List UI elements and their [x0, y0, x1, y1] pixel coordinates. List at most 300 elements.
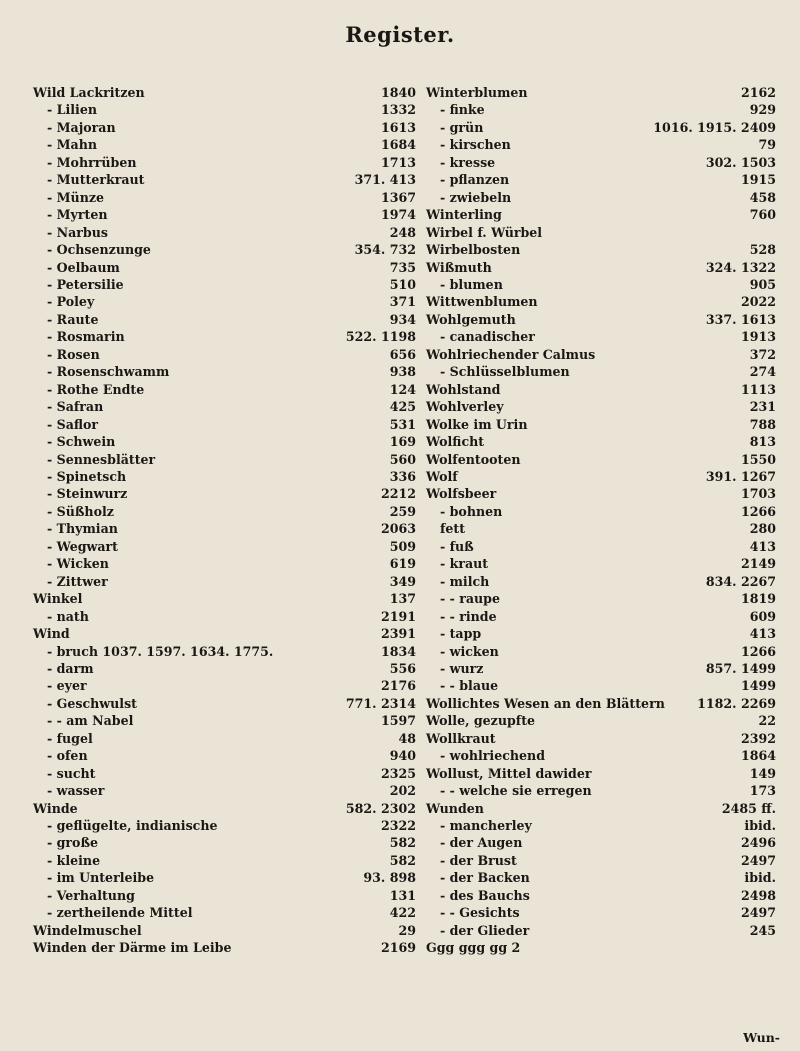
index-entry	[33, 520, 416, 537]
entry-page-refs: 1713	[380, 154, 416, 170]
index-entry	[426, 136, 776, 153]
entry-term: - mancherley	[440, 818, 532, 834]
entry-term: Wißmuth	[426, 259, 492, 275]
entry-page-refs: 231	[749, 399, 776, 415]
entry-term: Wohlstand	[426, 381, 501, 397]
entry-term: - Rosen	[47, 346, 100, 362]
entry-term: - Lilien	[47, 102, 97, 118]
entry-page-refs: 656	[389, 346, 416, 362]
entry-page-refs: 1182. 2269	[697, 695, 776, 711]
entry-term: - Narbus	[47, 224, 108, 240]
entry-page-refs: 391. 1267	[705, 468, 776, 484]
index-entry	[33, 101, 416, 118]
entry-page-refs: 173	[749, 783, 776, 799]
entry-page-refs: 259	[389, 503, 416, 519]
entry-page-refs: 929	[749, 102, 776, 118]
entry-page-refs: 582	[389, 835, 416, 851]
index-entry	[33, 276, 416, 293]
entry-term: - Geschwulst	[47, 695, 137, 711]
entry-term: - fuß	[440, 538, 474, 554]
index-entry	[426, 189, 776, 206]
entry-term: - kraut	[440, 556, 489, 572]
entry-term: - - am Nabel	[47, 713, 134, 729]
entry-term: - Wegwart	[47, 538, 118, 554]
entry-page-refs: 1913	[740, 329, 776, 345]
index-entry	[426, 311, 776, 328]
index-entry	[426, 101, 776, 118]
entry-page-refs: 528	[749, 242, 776, 258]
index-entry	[33, 538, 416, 555]
entry-page-refs: 509	[389, 538, 416, 554]
entry-term: - bohnen	[440, 503, 503, 519]
index-entry	[426, 206, 776, 223]
entry-page-refs: 245	[749, 922, 776, 938]
entry-page-refs: 372	[749, 346, 776, 362]
index-entry	[33, 730, 416, 747]
entry-term: - Schwein	[47, 434, 116, 450]
index-entry	[33, 695, 416, 712]
entry-page-refs: 934	[389, 311, 416, 327]
entry-term: Winterblumen	[426, 85, 528, 100]
entry-term: - fugel	[47, 730, 93, 746]
entry-term: - Rosmarin	[47, 329, 125, 345]
entry-term: Wolfentooten	[426, 451, 521, 467]
entry-page-refs: 2391	[380, 626, 416, 642]
index-entry	[426, 398, 776, 415]
index-entry	[33, 660, 416, 677]
entry-page-refs: 510	[389, 276, 416, 292]
index-entry	[426, 416, 776, 433]
index-entry	[33, 939, 416, 956]
entry-term: - der Glieder	[440, 922, 530, 938]
index-entry	[33, 206, 416, 223]
entry-page-refs: 1613	[380, 119, 416, 135]
index-entry	[33, 590, 416, 607]
index-entry	[426, 939, 776, 956]
index-entry	[426, 643, 776, 660]
index-entry	[33, 468, 416, 485]
index-entry	[426, 241, 776, 258]
index-entry	[426, 765, 776, 782]
entry-term: Wild Lackritzen	[33, 85, 145, 100]
index-entry	[33, 834, 416, 851]
entry-term: - wicken	[440, 643, 499, 659]
entry-page-refs: 1550	[740, 451, 776, 467]
entry-term: - zwiebeln	[440, 189, 512, 205]
entry-term: - - Gesichts	[440, 905, 520, 921]
entry-page-refs: 2212	[380, 486, 416, 502]
entry-term: Wolf	[426, 468, 458, 484]
entry-page-refs: 2392	[740, 730, 776, 746]
index-entry	[426, 381, 776, 398]
left-column	[33, 84, 416, 957]
entry-term: - Thymian	[47, 521, 118, 537]
entry-page-refs: 425	[389, 399, 416, 415]
entry-page-refs: 2497	[740, 905, 776, 921]
entry-term: - tapp	[440, 626, 482, 642]
entry-term: Wollichtes Wesen an den Blättern	[426, 695, 665, 711]
entry-term: - Raute	[47, 311, 99, 327]
entry-term: - Zittwer	[47, 573, 108, 589]
entry-term: - sucht	[47, 765, 96, 781]
entry-page-refs: 834. 2267	[705, 573, 776, 589]
index-entry	[426, 922, 776, 939]
entry-page-refs: 422	[389, 905, 416, 921]
index-entry	[426, 869, 776, 886]
index-entry	[33, 311, 416, 328]
index-entry	[426, 276, 776, 293]
index-entry	[426, 538, 776, 555]
entry-term: - kresse	[440, 154, 496, 170]
entry-page-refs: 354. 732	[354, 242, 416, 258]
index-entry	[426, 119, 776, 136]
entry-term: Wollust, Mittel dawider	[426, 765, 592, 781]
entry-term: Wolficht	[426, 434, 485, 450]
entry-page-refs: 2485 ff.	[721, 800, 776, 816]
index-entry	[33, 119, 416, 136]
index-entry	[33, 625, 416, 642]
entry-page-refs: 531	[389, 416, 416, 432]
index-entry	[33, 346, 416, 363]
entry-term: - Spinetsch	[47, 468, 127, 484]
entry-page-refs: 609	[749, 608, 776, 624]
entry-term: - Sennesblätter	[47, 451, 156, 467]
index-entry	[426, 520, 776, 537]
entry-term: - Poley	[47, 294, 95, 310]
index-entry	[426, 852, 776, 869]
entry-page-refs: 556	[389, 660, 416, 676]
entry-page-refs: 2322	[380, 818, 416, 834]
entry-term: - Wicken	[47, 556, 109, 572]
entry-page-refs: 1266	[740, 503, 776, 519]
entry-page-refs: 813	[749, 434, 776, 450]
index-entry	[33, 224, 416, 241]
entry-term: - des Bauchs	[440, 887, 530, 903]
entry-page-refs: 202	[389, 783, 416, 799]
index-entry	[426, 625, 776, 642]
entry-page-refs: 2325	[380, 765, 416, 781]
entry-page-refs: 2497	[740, 852, 776, 868]
entry-page-refs: 905	[749, 276, 776, 292]
entry-page-refs: 940	[389, 748, 416, 764]
index-entry	[33, 363, 416, 380]
index-entry	[426, 328, 776, 345]
entry-page-refs: 1266	[740, 643, 776, 659]
entry-page-refs: 413	[749, 538, 776, 554]
index-entry	[33, 869, 416, 886]
entry-page-refs: 413	[749, 626, 776, 642]
index-entry	[426, 503, 776, 520]
index-entry	[426, 84, 776, 101]
index-entry	[426, 660, 776, 677]
index-entry	[33, 782, 416, 799]
entry-page-refs: 336	[389, 468, 416, 484]
entry-term: Winkel	[33, 591, 83, 607]
index-entry	[33, 416, 416, 433]
entry-term: Ggg ggg gg 2	[426, 940, 521, 956]
index-entry	[33, 922, 416, 939]
entry-term: - - welche sie erregen	[440, 783, 592, 799]
entry-page-refs: 1684	[380, 137, 416, 153]
entry-page-refs: 337. 1613	[705, 311, 776, 327]
entry-page-refs: 1840	[380, 85, 416, 100]
entry-term: - Rosenschwamm	[47, 364, 170, 380]
entry-term: - der Brust	[440, 852, 517, 868]
entry-term: Wohlgemuth	[426, 311, 516, 327]
entry-page-refs: 1864	[740, 748, 776, 764]
entry-term: - wurz	[440, 660, 484, 676]
index-entry	[426, 834, 776, 851]
entry-term: Wohlverley	[426, 399, 504, 415]
entry-page-refs: 169	[389, 434, 416, 450]
index-entry	[426, 433, 776, 450]
entry-page-refs: 771. 2314	[345, 695, 416, 711]
index-entry	[426, 171, 776, 188]
entry-term: - der Backen	[440, 870, 530, 886]
entry-term: - milch	[440, 573, 490, 589]
index-entry	[33, 328, 416, 345]
entry-term: - Ochsenzunge	[47, 242, 151, 258]
entry-page-refs: 788	[749, 416, 776, 432]
index-entry	[33, 189, 416, 206]
entry-page-refs: 2149	[740, 556, 776, 572]
entry-term: Wirbel f. Würbel	[426, 224, 543, 240]
entry-page-refs: ibid.	[744, 818, 776, 834]
entry-page-refs: 1703	[740, 486, 776, 502]
entry-term: - - raupe	[440, 591, 500, 607]
entry-term: - geflügelte, indianische	[47, 818, 218, 834]
index-entry	[33, 817, 416, 834]
entry-page-refs: 131	[389, 887, 416, 903]
index-entry	[426, 293, 776, 310]
entry-page-refs: 280	[749, 521, 776, 537]
entry-page-refs: ibid.	[744, 870, 776, 886]
index-entry	[426, 695, 776, 712]
entry-page-refs: 522. 1198	[345, 329, 416, 345]
entry-term: Wunden	[426, 800, 484, 816]
index-entry	[426, 259, 776, 276]
entry-page-refs: 48	[398, 730, 416, 746]
entry-page-refs: 619	[389, 556, 416, 572]
entry-page-refs: 2191	[380, 608, 416, 624]
index-entry	[426, 555, 776, 572]
index-entry	[33, 904, 416, 921]
entry-page-refs: 2169	[380, 940, 416, 956]
entry-page-refs: 79	[758, 137, 776, 153]
index-entry	[426, 451, 776, 468]
entry-term: - darm	[47, 660, 94, 676]
entry-term: Wolle, gezupfte	[426, 713, 536, 729]
index-entry	[33, 485, 416, 502]
entry-page-refs: 1016. 1915. 2409	[653, 119, 776, 135]
index-entry	[33, 887, 416, 904]
index-entry	[426, 608, 776, 625]
entry-term: - nath	[47, 608, 89, 624]
index-entry	[33, 765, 416, 782]
entry-term: - ofen	[47, 748, 88, 764]
entry-term: - bruch 1037. 1597. 1634. 1775.	[47, 643, 274, 659]
entry-term: - finke	[440, 102, 485, 118]
entry-term: fett	[440, 521, 466, 537]
entry-term: - Rothe Endte	[47, 381, 145, 397]
entry-term: - Mahn	[47, 137, 98, 153]
index-entry	[33, 398, 416, 415]
index-entry	[33, 381, 416, 398]
entry-page-refs: 458	[749, 189, 776, 205]
entry-page-refs: 1834	[380, 643, 416, 659]
entry-term: Wittwenblumen	[426, 294, 538, 310]
index-entry	[33, 712, 416, 729]
index-entry	[426, 677, 776, 694]
entry-page-refs: 22	[758, 713, 776, 729]
entry-page-refs: 1499	[740, 678, 776, 694]
entry-term: - canadischer	[440, 329, 535, 345]
entry-term: - im Unterleibe	[47, 870, 155, 886]
entry-page-refs: 2063	[380, 521, 416, 537]
index-entry	[33, 451, 416, 468]
entry-term: - blumen	[440, 276, 503, 292]
entry-term: - Petersilie	[47, 276, 124, 292]
entry-page-refs: 735	[389, 259, 416, 275]
entry-page-refs: 29	[398, 922, 416, 938]
entry-term: - Süßholz	[47, 503, 114, 519]
index-entry	[426, 346, 776, 363]
entry-term: - Münze	[47, 189, 105, 205]
index-entry	[426, 730, 776, 747]
entry-page-refs: 349	[389, 573, 416, 589]
entry-term: - große	[47, 835, 99, 851]
index-entry	[426, 747, 776, 764]
entry-term: - eyer	[47, 678, 87, 694]
entry-page-refs: 124	[389, 381, 416, 397]
index-entry	[426, 904, 776, 921]
entry-page-refs: 938	[389, 364, 416, 380]
entry-page-refs: 2496	[740, 835, 776, 851]
index-entry	[426, 468, 776, 485]
entry-page-refs: 1113	[740, 381, 776, 397]
entry-page-refs: 1367	[380, 189, 416, 205]
entry-term: Wohlriechender Calmus	[426, 346, 596, 362]
entry-term: - Majoran	[47, 119, 116, 135]
index-entry	[33, 608, 416, 625]
entry-term: Wollkraut	[426, 730, 496, 746]
entry-term: - Mutterkraut	[47, 172, 145, 188]
index-entry	[426, 712, 776, 729]
entry-term: Wind	[33, 626, 70, 642]
index-entry	[426, 154, 776, 171]
entry-page-refs: 1915	[740, 172, 776, 188]
entry-term: - Schlüsselblumen	[440, 364, 570, 380]
index-entry	[33, 555, 416, 572]
index-entry	[33, 747, 416, 764]
entry-page-refs: 274	[749, 364, 776, 380]
entry-page-refs: 857. 1499	[705, 660, 776, 676]
entry-term: - wasser	[47, 783, 105, 799]
entry-term: - zertheilende Mittel	[47, 905, 193, 921]
entry-page-refs: 1974	[380, 207, 416, 223]
entry-term: Wolke im Urin	[426, 416, 528, 432]
index-entry	[426, 800, 776, 817]
entry-term: - der Augen	[440, 835, 523, 851]
entry-term: - - rinde	[440, 608, 497, 624]
index-entry	[426, 224, 776, 241]
index-entry	[33, 136, 416, 153]
entry-page-refs: 2162	[740, 85, 776, 100]
catchword: Wun-	[743, 1030, 780, 1045]
index-entry	[426, 590, 776, 607]
index-entry	[33, 503, 416, 520]
entry-term: - - blaue	[440, 678, 499, 694]
entry-page-refs: 582	[389, 852, 416, 868]
entry-term: - Mohrrüben	[47, 154, 137, 170]
entry-page-refs: 93. 898	[363, 870, 416, 886]
right-column	[426, 84, 776, 957]
index-entry	[33, 154, 416, 171]
index-entry	[33, 259, 416, 276]
index-entry	[33, 573, 416, 590]
entry-page-refs: 302. 1503	[705, 154, 776, 170]
index-entry	[33, 643, 416, 660]
entry-page-refs: 371	[389, 294, 416, 310]
entry-page-refs: 1332	[380, 102, 416, 118]
index-entry	[426, 782, 776, 799]
index-entry	[426, 817, 776, 834]
entry-page-refs: 248	[389, 224, 416, 240]
entry-page-refs: 1819	[740, 591, 776, 607]
index-entry	[426, 887, 776, 904]
index-entry	[426, 485, 776, 502]
index-entry	[33, 293, 416, 310]
entry-term: - Oelbaum	[47, 259, 120, 275]
entry-page-refs: 2022	[740, 294, 776, 310]
entry-page-refs: 582. 2302	[345, 800, 416, 816]
entry-term: - Saflor	[47, 416, 99, 432]
entry-page-refs: 1597	[380, 713, 416, 729]
entry-term: Winden der Därme im Leibe	[33, 940, 232, 956]
entry-page-refs: 371. 413	[354, 172, 416, 188]
entry-page-refs: 760	[749, 207, 776, 223]
entry-term: - grün	[440, 119, 484, 135]
entry-term: - pflanzen	[440, 172, 510, 188]
index-entry	[426, 573, 776, 590]
index-entry	[33, 433, 416, 450]
entry-term: - Steinwurz	[47, 486, 128, 502]
entry-page-refs: 560	[389, 451, 416, 467]
entry-page-refs: 2176	[380, 678, 416, 694]
entry-term: - wohlriechend	[440, 748, 546, 764]
entry-term: - kirschen	[440, 137, 511, 153]
entry-term: Winterling	[426, 207, 502, 223]
entry-term: - kleine	[47, 852, 101, 868]
entry-term: - Myrten	[47, 207, 108, 223]
entry-page-refs: 324. 1322	[705, 259, 776, 275]
entry-term: Wirbelbosten	[426, 242, 521, 258]
entry-term: Winde	[33, 800, 78, 816]
index-entry	[33, 800, 416, 817]
entry-term: - Safran	[47, 399, 104, 415]
index-entry	[33, 84, 416, 101]
index-entry	[33, 677, 416, 694]
index-entry	[33, 852, 416, 869]
index-entry	[426, 363, 776, 380]
index-entry	[33, 171, 416, 188]
entry-page-refs: 149	[749, 765, 776, 781]
entry-term: - Verhaltung	[47, 887, 135, 903]
entry-page-refs: 2498	[740, 887, 776, 903]
entry-term: Windelmuschel	[33, 922, 142, 938]
entry-term: Wolfsbeer	[426, 486, 497, 502]
page-title: Register.	[345, 22, 455, 47]
